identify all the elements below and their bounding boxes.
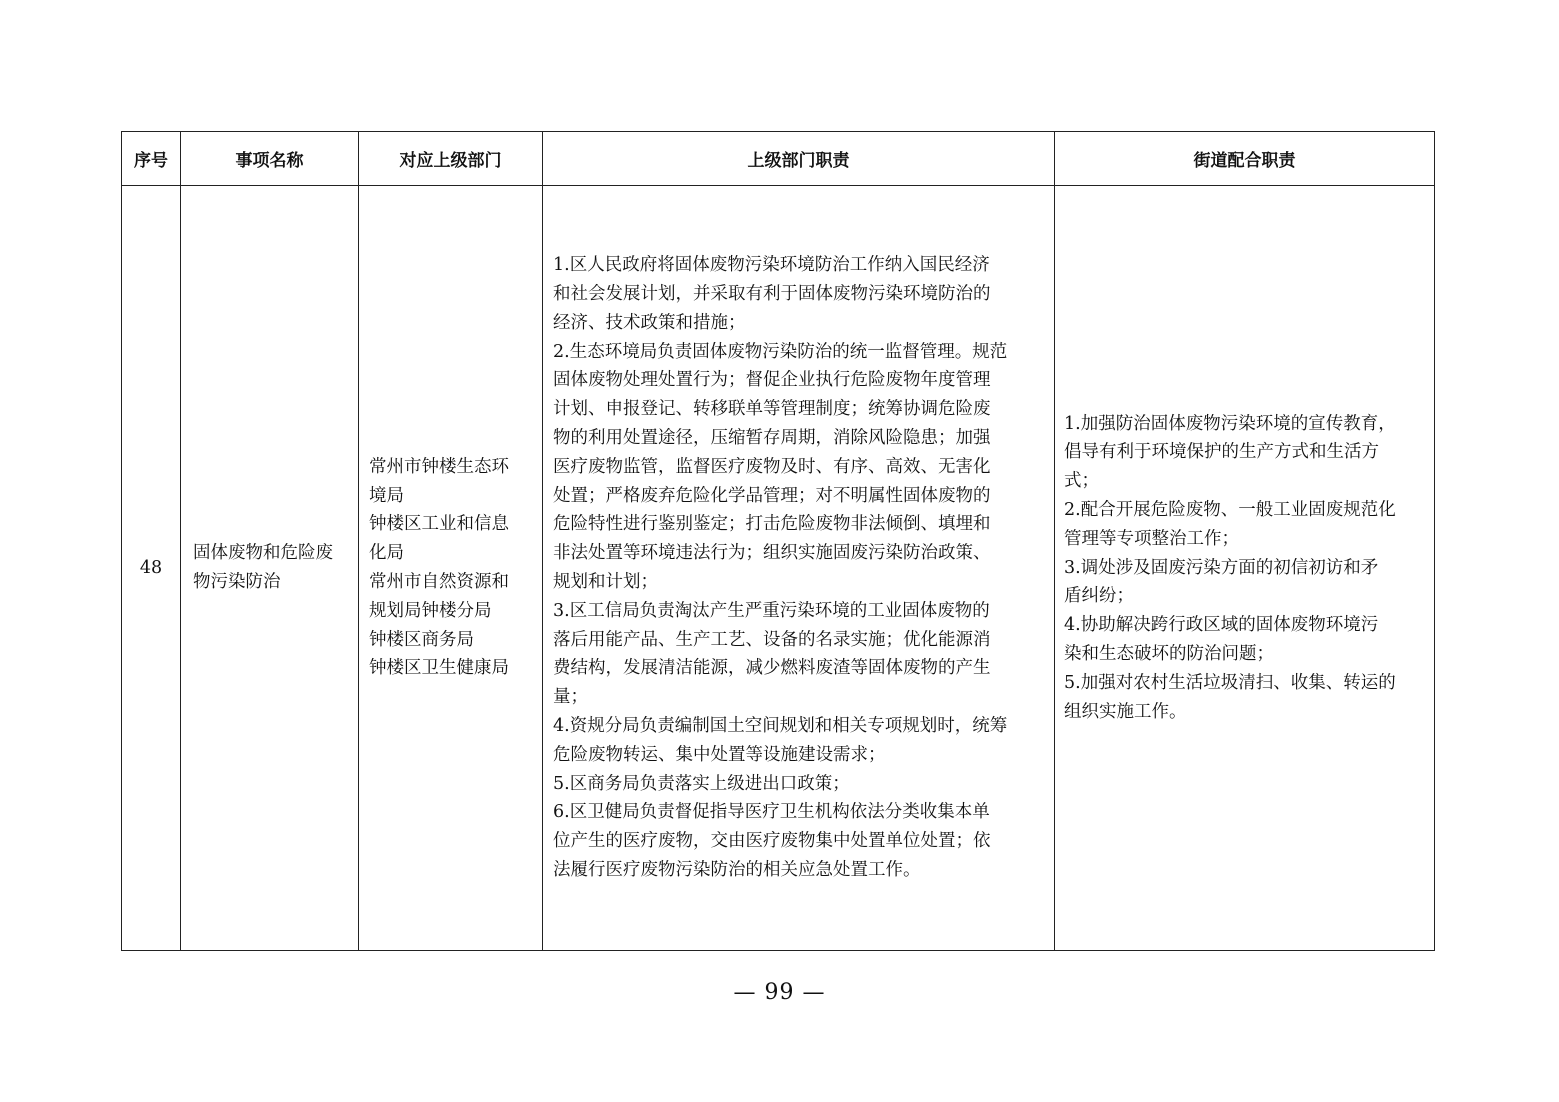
text-line: 物的利用处置途径，压缩暂存周期，消除风险隐患；加强 <box>553 428 991 449</box>
text-line: 盾纠纷； <box>1064 586 1134 607</box>
text-line: 钟楼区工业和信息 <box>369 514 509 535</box>
text-line: 染和生态破坏的防治问题； <box>1064 643 1274 664</box>
text-line: 3.调处涉及固废污染方面的初信初访和矛 <box>1064 557 1379 578</box>
text-line: 钟楼区商务局 <box>369 629 474 650</box>
text-line: 2.配合开展危险废物、一般工业固废规范化 <box>1064 500 1396 520</box>
text-line: 规划和计划； <box>553 572 658 592</box>
page-number: — 99 — <box>733 980 826 1005</box>
text-line: 法履行医疗废物污染防治的相关应急处置工作。 <box>553 859 921 880</box>
text-line: 常州市自然资源和 <box>369 572 509 592</box>
text-line: 危险特性进行鉴别鉴定；打击危险废物非法倾倒、填埋和 <box>553 514 991 535</box>
cell-department-duties <box>543 186 1055 951</box>
text-line: 费结构，发展清洁能源，减少燃料废渣等固体废物的产生 <box>553 658 991 679</box>
text-line: 5.加强对农村生活垃圾清扫、收集、转运的 <box>1064 672 1396 693</box>
header-no: 序号 <box>122 132 181 186</box>
text-line: 规划局钟楼分局 <box>369 600 492 621</box>
text-line: 医疗废物监管，监督医疗废物及时、有序、高效、无害化 <box>553 456 991 477</box>
text-line: 钟楼区卫生健康局 <box>369 658 509 679</box>
text-line: 6.区卫健局负责督促指导医疗卫生机构依法分类收集本单 <box>553 802 990 823</box>
text-line: 固体废物和危险废 <box>193 543 333 564</box>
text-line: 常州市钟楼生态环 <box>369 456 509 477</box>
text-line: 位产生的医疗废物，交由医疗废物集中处置单位处置；依 <box>553 831 991 852</box>
text-line: 5.区商务局负责落实上级进出口政策； <box>553 773 850 794</box>
cell-department <box>359 186 543 951</box>
table-row <box>122 186 1435 951</box>
text-line: 3.区工信局负责淘汰产生严重污染环境的工业固体废物的 <box>553 600 990 621</box>
text-line: 经济、技术政策和措施； <box>553 312 746 333</box>
text-line: 组织实施工作。 <box>1064 701 1187 722</box>
text-line: 2.生态环境局负责固体废物污染防治的统一监督管理。规范 <box>553 341 1008 362</box>
text-line: 和社会发展计划，并采取有利于固体废物污染环境防治的 <box>553 284 991 305</box>
text-line: 式； <box>1064 471 1099 492</box>
text-line: 4.资规分局负责编制国土空间规划和相关专项规划时，统筹 <box>553 715 1008 736</box>
text-line: 境局 <box>369 485 404 506</box>
text-line: 非法处置等环境违法行为；组织实施固废污染防治政策、 <box>553 543 991 564</box>
header-department: 对应上级部门 <box>359 132 543 186</box>
text-line: 危险废物转运、集中处置等设施建设需求； <box>553 744 886 765</box>
text-line: 管理等专项整治工作； <box>1064 528 1239 549</box>
header-item-name: 事项名称 <box>181 132 359 186</box>
text-line: 化局 <box>369 543 404 564</box>
text-line: 倡导有利于环境保护的生产方式和生活方 <box>1064 442 1379 463</box>
text-line: 固体废物处理处置行为；督促企业执行危险废物年度管理 <box>553 370 991 391</box>
text-line: 1.区人民政府将固体废物污染环境防治工作纳入国民经济 <box>553 255 990 276</box>
text-line: 计划、申报登记、转移联单等管理制度；统筹协调危险废 <box>553 399 991 420</box>
text-line: 4.协助解决跨行政区域的固体废物环境污 <box>1064 615 1379 636</box>
header-department-duties: 上级部门职责 <box>543 132 1055 186</box>
header-street-duties: 街道配合职责 <box>1055 132 1435 186</box>
duties-table <box>121 131 1435 951</box>
header-row <box>122 132 1435 186</box>
text-line: 处置；严格废弃危险化学品管理；对不明属性固体废物的 <box>553 485 991 506</box>
cell-item-name <box>181 186 359 951</box>
text-line: 量； <box>553 687 588 708</box>
text-line: 物污染防治 <box>193 572 281 592</box>
cell-no: 48 <box>122 186 181 951</box>
text-line: 1.加强防治固体废物污染环境的宣传教育， <box>1064 413 1396 434</box>
text-line: 落后用能产品、生产工艺、设备的名录实施；优化能源消 <box>553 629 991 650</box>
cell-street-duties <box>1055 186 1435 951</box>
